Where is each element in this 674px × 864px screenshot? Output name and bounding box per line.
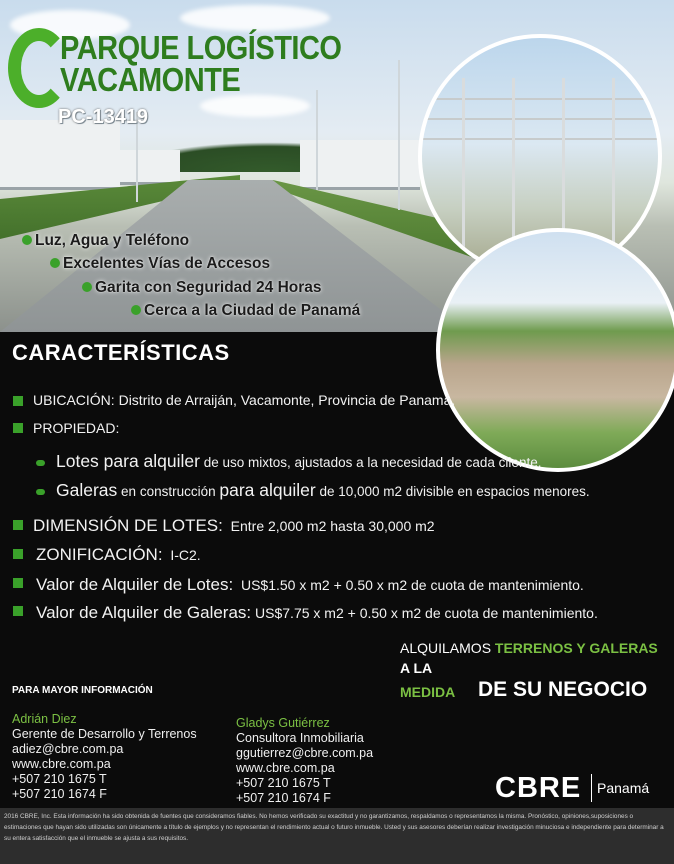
feature-item: Garita con Seguridad 24 Horas [82, 279, 322, 297]
slogan-negocio: DE SU NEGOCIO [478, 678, 648, 701]
contact-name: Adrián Diez [12, 712, 77, 726]
contact-tel: +507 210 1675 T [12, 772, 107, 786]
contact-role: Gerente de Desarrollo y Terrenos [12, 727, 197, 741]
contact-card [236, 716, 373, 806]
site-aerial-photo [436, 228, 674, 472]
square-bullet-icon [13, 549, 23, 559]
slogan-medida: MEDIDA [400, 684, 456, 700]
square-bullet-icon [13, 520, 23, 530]
contact-tel: +507 210 1675 T [236, 776, 331, 790]
street-lamp [398, 60, 400, 210]
warehouse-left [0, 120, 120, 190]
dimension-row: DIMENSIÓN DE LOTES: Entre 2,000 m2 hasta 30,000 m2 [33, 516, 435, 535]
slogan-line2: A LA [400, 660, 433, 676]
contact-role: Consultora Inmobiliaria [236, 731, 364, 745]
pill-bullet-icon [36, 489, 45, 495]
propiedad-label: PROPIEDAD: [33, 420, 120, 436]
valor-galeras-row: Valor de Alquiler de Galeras: US$7.75 x m2 + 0.50 x m2 de cuota de mantenimiento. [36, 603, 598, 622]
cbre-logo: CBRE [495, 772, 582, 804]
bullet-dot-icon [131, 305, 141, 315]
contact-fax: +507 210 1674 F [12, 787, 107, 801]
park-title-line1: PARQUE LOGÍSTICO [60, 30, 342, 67]
contact-email[interactable]: ggutierrez@cbre.com.pa [236, 746, 374, 760]
bullet-dot-icon [22, 235, 32, 245]
warehouse-right [300, 140, 420, 190]
street-lamp [316, 90, 318, 190]
contact-name: Gladys Gutiérrez [236, 716, 330, 730]
feature-item: Cerca a la Ciudad de Panamá [131, 302, 360, 320]
contact-card [12, 712, 197, 802]
bullet-dot-icon [50, 258, 60, 268]
park-title-line2: VACAMONTE [60, 62, 241, 99]
section-title: CARACTERÍSTICAS [12, 340, 230, 365]
bullet-dot-icon [82, 282, 92, 292]
more-info-heading: PARA MAYOR INFORMACIÓN [12, 685, 153, 696]
lotes-item: Lotes para alquiler de uso mixtos, ajustados a la necesidad de cada cliente. [56, 451, 542, 471]
square-bullet-icon [13, 578, 23, 588]
contact-email[interactable]: adiez@cbre.com.pa [12, 742, 124, 756]
contact-fax: +507 210 1674 F [236, 791, 331, 805]
square-bullet-icon [13, 396, 23, 406]
square-bullet-icon [13, 606, 23, 616]
valor-lotes-row: Valor de Alquiler de Lotes: US$1.50 x m2 + 0.50 x m2 de cuota de mantenimiento. [36, 575, 584, 594]
slogan-line1: ALQUILAMOS TERRENOS Y GALERAS [400, 640, 658, 656]
property-code: PC-13419 [58, 106, 149, 128]
contact-web[interactable]: www.cbre.com.pa [12, 757, 111, 771]
logo-divider [591, 774, 592, 802]
ubicacion-row: UBICACIÓN: Distrito de Arraiján, Vacamonte, Provincia de Panamá. [33, 392, 456, 408]
galeras-item: Galeras en construcción para alquiler de 10,000 m2 divisible en espacios menores. [56, 480, 590, 500]
pill-bullet-icon [36, 460, 45, 466]
warehouse-left-far [120, 150, 180, 185]
contact-web[interactable]: www.cbre.com.pa [236, 761, 335, 775]
cbre-region: Panamá [597, 780, 650, 796]
feature-item: Excelentes Vías de Accesos [50, 255, 270, 273]
feature-item: Luz, Agua y Teléfono [22, 232, 189, 250]
square-bullet-icon [13, 423, 23, 433]
cloud-shape [180, 5, 330, 31]
legal-disclaimer: 2016 CBRE, Inc. Esta información ha sido obtenida de fuentes que consideramos fiables. No hemos verificado su exactitud y no garantizamos, respaldamos o representamos la misma. Pronóstico, opiniones,suposiciones o estimaciones que hayan sido utilizadas son únicamente a título de ejemplos y no representan el rendimiento actual o futuro inmueble. Usted y sus asesores deberían realizar investigación minuciosa e independiente para determinar a su entera satisfacción que el inmueble se ajusta a sus requisitos. [0, 808, 674, 864]
zonificacion-row: ZONIFICACIÓN: I-C2. [36, 545, 201, 564]
